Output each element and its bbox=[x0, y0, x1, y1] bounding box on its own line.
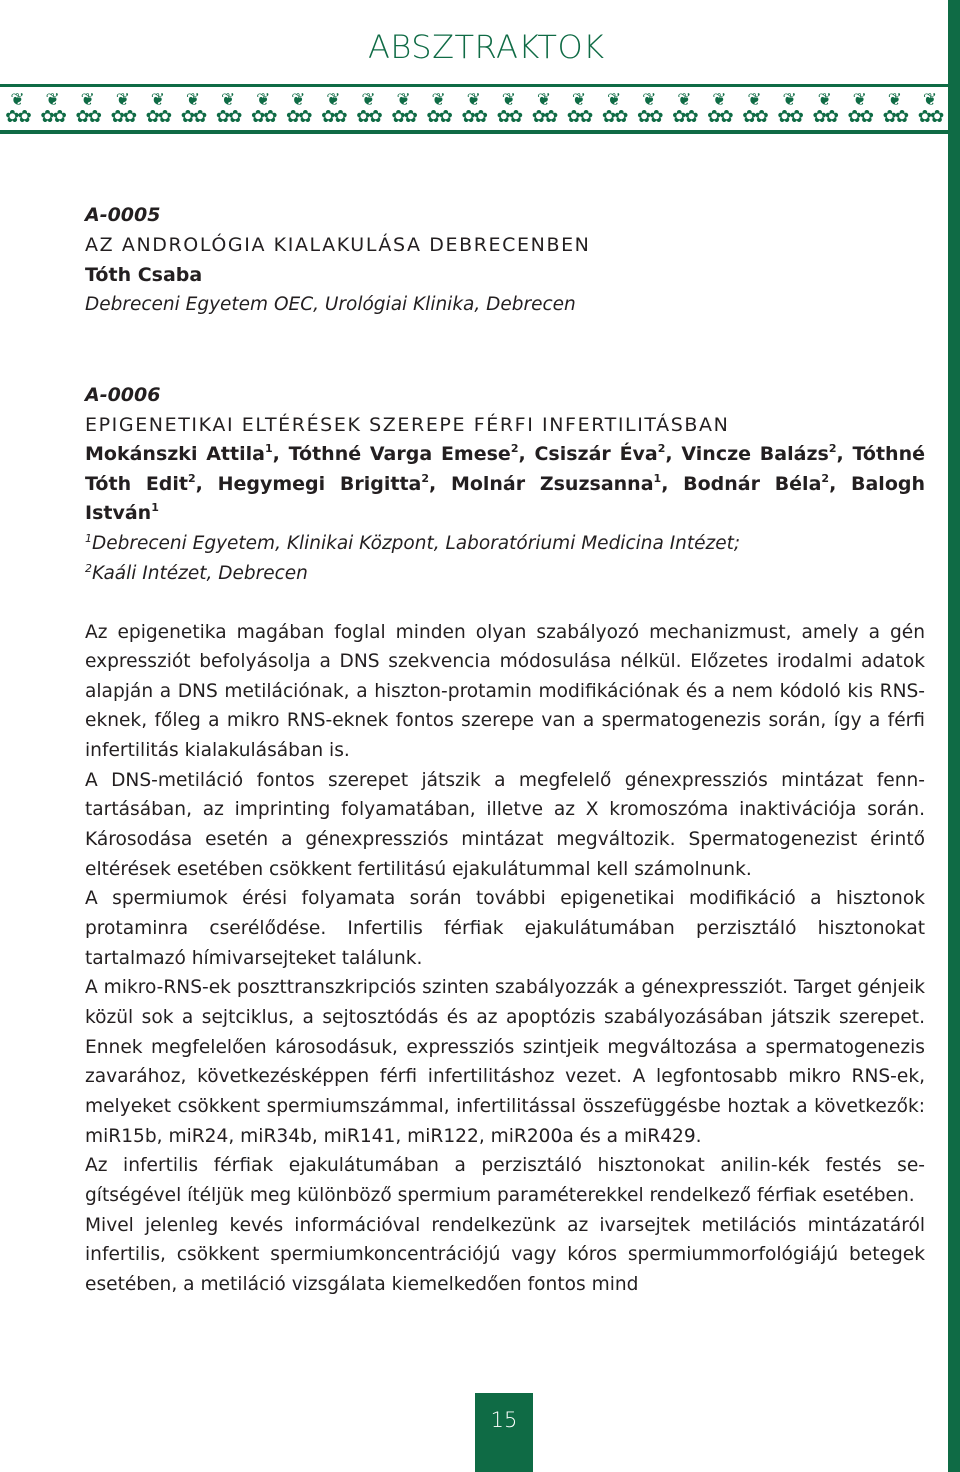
abstract-title: EPIGENETIKAI ELTÉRÉSEK SZEREPE FÉRFI INFERTILITÁSBAN bbox=[85, 414, 730, 436]
fleuron-icon: ❦ ✿✿ bbox=[426, 92, 451, 127]
page-title: ABSZTRAKTOK bbox=[368, 28, 605, 66]
abstract-body bbox=[85, 618, 925, 1300]
fleuron-icon: ❦ ✿✿ bbox=[847, 92, 873, 127]
fleuron-icon: ❦ ✿✿ bbox=[215, 92, 241, 127]
fleuron-icon: ❦ ✿✿ bbox=[777, 92, 802, 127]
author-affiliation-mark: 1 bbox=[151, 501, 159, 514]
author-affiliation-mark: 2 bbox=[188, 471, 196, 485]
body-paragraph: Az epigenetika magában foglal minden olyan szabályozó mechanizmust, amely a gén expressziót befolyásolja a DNS szekvencia módosulása nélkül. Előzetes irodalmi adatok alapján a DNS metilációnak, a hiszton-protamin modifikációnak és a nem kódoló kis RNS-eknek, főleg a mikro RNS-eknek fontos szerepe van a spermatogenezis során, így a férfi infertilitás kialakulásában is. bbox=[85, 621, 925, 762]
author-name: Mokánszki Attila bbox=[85, 443, 265, 465]
author-affiliation-mark: 2 bbox=[421, 471, 429, 485]
fleuron-icon: ❦ ✿✿ bbox=[742, 92, 767, 127]
author-name: Balogh István bbox=[85, 472, 925, 524]
affiliation-mark: 2 bbox=[85, 561, 92, 575]
fleuron-icon: ❦ ✿✿ bbox=[672, 92, 697, 127]
abstract-author: Tóth Csaba bbox=[85, 264, 203, 286]
affiliation-line bbox=[85, 529, 925, 559]
abstract-affiliation: Debreceni Egyetem OEC, Urológiai Klinika, Debrecen bbox=[85, 294, 576, 315]
author-name: Hegymegi Brigitta bbox=[217, 472, 422, 495]
author-affiliation-mark: 1 bbox=[653, 471, 662, 485]
abstract-a-0005 bbox=[85, 200, 925, 320]
body-paragraph: Az infertilis férfiak ejakulátumában a perzisztáló hisztonokat anilin-kék festés segítségével ítéljük meg különböző spermium paraméterekkel rendelkező férfiak esetében. bbox=[85, 1155, 925, 1206]
fleuron-icon: ❦ ✿✿ bbox=[40, 92, 65, 127]
fleuron-icon: ❦ ✿✿ bbox=[110, 92, 136, 127]
author-affiliation-mark: 2 bbox=[821, 471, 830, 485]
fleuron-icon: ❦ ✿✿ bbox=[882, 92, 908, 127]
right-edge-bar bbox=[948, 0, 960, 1472]
author-affiliation-mark: 1 bbox=[264, 442, 273, 455]
abstract-title: AZ ANDROLÓGIA KIALAKULÁSA DEBRECENBEN bbox=[85, 234, 591, 256]
header-rule-top bbox=[0, 84, 948, 87]
abstract-id: A-0005 bbox=[85, 204, 161, 226]
fleuron-border-icon bbox=[0, 92, 948, 128]
fleuron-icon: ❦ ✿✿ bbox=[707, 92, 732, 127]
page-number: 15 bbox=[490, 1407, 518, 1432]
section-spacer bbox=[85, 320, 925, 380]
author-name: Tóthné Varga Emese bbox=[288, 443, 511, 465]
abstract-id: A-0006 bbox=[85, 384, 161, 406]
fleuron-icon: ❦ ✿✿ bbox=[5, 92, 30, 127]
page-number-box bbox=[475, 1393, 533, 1472]
fleuron-icon: ❦ ✿✿ bbox=[321, 92, 346, 127]
body-paragraph: A DNS-metiláció fontos szerepet játszik a megfelelő génexpressziós mintázat fenntartásában, az imprinting folyamatában, illetve az X kromoszóma inaktivációja során. Károsodása esetén a génexpressziós mintázat megváltozik. Spermatogenezist érintő eltérések esetében csökkent fertilitású ejakulátummal kell számolnunk. bbox=[85, 769, 925, 880]
fleuron-icon: ❦ ✿✿ bbox=[286, 92, 311, 127]
page-content bbox=[85, 200, 925, 1300]
author-affiliation-mark: 2 bbox=[657, 442, 666, 455]
fleuron-icon: ❦ ✿✿ bbox=[601, 92, 627, 127]
fleuron-icon: ❦ ✿✿ bbox=[461, 92, 487, 127]
affiliation-text: Kaáli Intézet, Debrecen bbox=[92, 562, 308, 584]
affiliation-text: Debreceni Egyetem, Klinikai Központ, Laboratóriumi Medicina Intézet; bbox=[92, 532, 741, 554]
fleuron-icon: ❦ ✿✿ bbox=[75, 92, 100, 127]
author-name: Csiszár Éva bbox=[534, 443, 658, 465]
fleuron-icon: ❦ ✿✿ bbox=[566, 92, 592, 127]
abstract-a-0006 bbox=[85, 380, 925, 1300]
section-spacer bbox=[85, 589, 925, 618]
fleuron-icon: ❦ ✿✿ bbox=[636, 92, 662, 127]
fleuron-icon: ❦ ✿✿ bbox=[496, 92, 522, 127]
fleuron-icon: ❦ ✿✿ bbox=[145, 92, 171, 127]
author-affiliation-mark: 2 bbox=[510, 442, 519, 455]
author-affiliation-mark: 2 bbox=[828, 442, 837, 455]
author-name: Vincze Balázs bbox=[681, 443, 829, 465]
body-paragraph: A mikro-RNS-ek poszttranszkripciós szinten szabályozzák a génexpressziót. Target génjeik közül sok a sejtciklus, a sejtosztódás és az apoptózis szabályozásában játszik szerepet. Ennek megfelelően károsodásuk, expressziós szintjeik megváltozása a spermatogenezis zavarához, következésképpen férfi infertilitáshoz vezet. A legfontosabb mikro RNS-ek, melyeket csökkent spermiumszámmal, infertilitással összefüggésbe hoztak a következők: miR15b, miR24, miR34b, miR141, miR122, miR200a és a miR429. bbox=[85, 977, 925, 1147]
affiliation-mark: 1 bbox=[85, 531, 92, 545]
header-rule-bottom bbox=[0, 130, 948, 134]
fleuron-icon: ❦ ✿✿ bbox=[356, 92, 381, 127]
fleuron-icon: ❦ ✿✿ bbox=[250, 92, 276, 127]
fleuron-icon: ❦ ✿✿ bbox=[531, 92, 557, 127]
author-name: Molnár Zsuzsanna bbox=[450, 472, 654, 495]
fleuron-icon: ❦ ✿✿ bbox=[917, 92, 943, 127]
fleuron-icon: ❦ ✿✿ bbox=[391, 92, 416, 127]
author-list: Mokánszki Attila$^1$, Tóthné Varga Emese$^2$, Csiszár Éva$^2$, Vincze Balázs$^2$, Tóthné Tóth Edit$^2$, Hegymegi Brigitta$^2$, Molnár Zsuzsanna$^1$, Bodnár Béla$^2$, Balogh István$^1$ bbox=[85, 442, 925, 524]
fleuron-icon: ❦ ✿✿ bbox=[812, 92, 837, 127]
fleuron-icon: ❦ ✿✿ bbox=[180, 92, 206, 127]
author-name: Tóthné Tóth Edit bbox=[85, 443, 925, 495]
body-paragraph: A spermiumok érési folyamata során további epigenetikai modifikáció a hisztonok protaminra cserélődése. Infertilis férfiak ejakulátumában perzisztáló hisztonokat tartalmazó hímivarsejteket találunk. bbox=[85, 888, 925, 969]
body-paragraph: Mivel jelenleg kevés információval rendelkezünk az ivarsejtek metilációs mintázatáról infertilis, csökkent spermiumkoncentrációjú vagy kóros spermiummorfológiájú betegek esetében, a metiláció vizsgálata kiemelkedően fontos mind bbox=[85, 1214, 925, 1295]
author-name: Bodnár Béla bbox=[683, 472, 822, 495]
affiliation-line bbox=[85, 559, 925, 589]
